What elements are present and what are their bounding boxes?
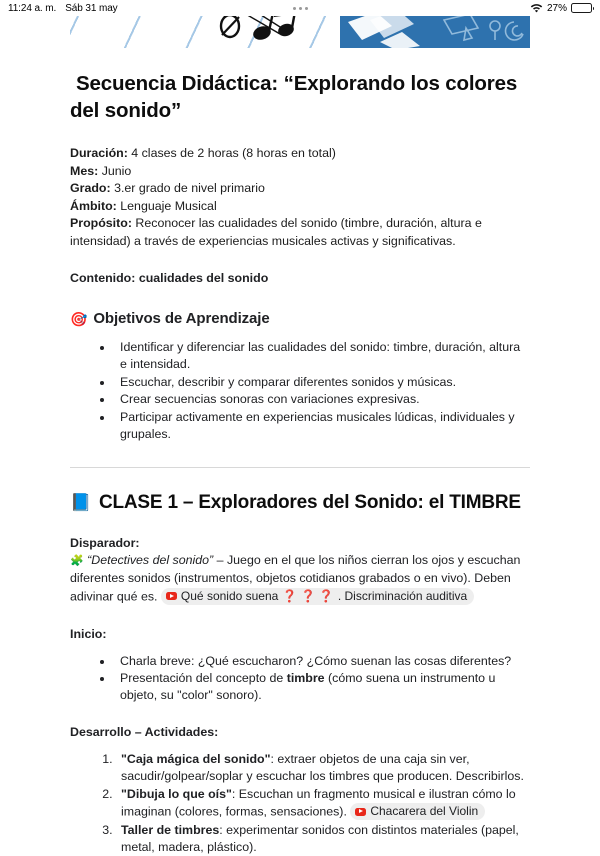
battery-percent: 27% [546, 2, 567, 14]
page-title: Secuencia Didáctica: “Explorando los colores del sonido” [70, 72, 518, 122]
battery-icon [571, 3, 592, 13]
list-item: • Participar activamente en experiencias musicales lúdicas, individuales y grupales. [114, 409, 530, 443]
youtube-icon [166, 592, 177, 600]
desarrollo-list [70, 751, 530, 856]
puzzle-piece-icon: 🧩 [70, 554, 84, 567]
list-item-text: : extraer objetos de una caja sin ver, sacudir/golpear/soplar y escuchar los timbres que producen. Describirlos. [121, 752, 524, 783]
list-item: • Crear secuencias sonoras con variaciones expresivas. [114, 391, 530, 408]
list-item-bold: "Dibuja lo que oís" [121, 787, 232, 801]
banner-image [70, 16, 530, 48]
meta-label: Grado: [70, 181, 111, 195]
meta-row [70, 145, 530, 163]
list-item-suffix: (cómo suena un instrumento u objeto, su "color" sonoro). [120, 671, 496, 702]
list-item [116, 786, 530, 821]
youtube-link-text: Chacarera del Violin [370, 804, 479, 818]
youtube-icon [355, 808, 366, 816]
list-item [114, 670, 530, 704]
meta-label: Duración: [70, 146, 128, 160]
wifi-icon [530, 3, 543, 13]
clase1-heading-label: CLASE 1 – Exploradores del Sonido: el TIMBRE [98, 491, 521, 513]
list-item-bold: "Caja mágica del sonido" [121, 752, 271, 766]
list-item-prefix: Presentación del concepto de [120, 671, 287, 685]
disparador-label: Disparador: [70, 535, 140, 550]
meta-value: 3.er grado de nivel primario [114, 181, 265, 195]
disparador-quote: “Detectives del sonido” [87, 552, 214, 567]
disparador-text: – Juego en el que los niños cierran los ojos y escuchan diferentes sonidos (instrumentos, objetos cotidianos grabados o en vivo). Deben adivinar qué es. [70, 552, 521, 603]
clase1-heading [70, 490, 530, 515]
list-item [116, 751, 530, 785]
banner-blue-panel [340, 16, 530, 48]
desarrollo-label: Desarrollo – Actividades: [70, 725, 219, 739]
meta-row [70, 198, 530, 216]
section-divider [70, 467, 530, 468]
status-time: 11:24 a. m. [8, 2, 57, 14]
inicio-label: Inicio: [70, 626, 107, 641]
objetivos-heading [70, 309, 530, 329]
meta-value: Lenguaje Musical [120, 198, 217, 213]
youtube-link-chip-2[interactable] [350, 803, 485, 820]
status-bar [0, 0, 600, 16]
document-body [0, 70, 600, 856]
inicio-list [70, 653, 530, 705]
meta-label: Ámbito: [70, 198, 117, 213]
meta-label: Mes: [70, 163, 99, 178]
youtube-link-chip-1[interactable] [161, 588, 474, 605]
meta-value: 4 clases de 2 horas (8 horas en total) [131, 146, 336, 160]
status-bar-right [530, 3, 592, 14]
list-item-text: : Escuchan un fragmento musical e ilustran cómo lo imaginan (colores, formas, sensaciones). [121, 787, 516, 819]
objetivos-heading-label: Objetivos de Aprendizaje [93, 310, 270, 327]
contenido-line: Contenido: cualidades del sonido [70, 271, 269, 285]
target-icon: 🎯 [70, 311, 88, 327]
status-bar-left [8, 3, 118, 14]
list-item-bold: Taller de timbres [121, 822, 220, 837]
meta-value: Junio [101, 163, 132, 178]
youtube-link-text: Qué sonido suena [180, 588, 279, 603]
meta-value: Reconocer las cualidades del sonido (timbre, duración, altura e intensidad) a través de experiencias musicales activas y significativas. [70, 216, 482, 248]
list-item [116, 822, 530, 856]
meta-label: Propósito: [70, 216, 132, 230]
list-item-bold: timbre [286, 671, 325, 685]
meta-row [70, 163, 530, 181]
list-item: • Identificar y diferenciar las cualidades del sonido: timbre, duración, altura e intensidad. [114, 339, 530, 373]
status-date: Sáb 31 may [65, 2, 118, 14]
blue-book-icon: 📘 [70, 492, 91, 512]
list-item: • Charla breve: ¿Qué escucharon? ¿Cómo suenan las cosas diferentes? [114, 653, 530, 670]
meta-row [70, 215, 530, 250]
meta-row [70, 180, 530, 198]
youtube-link-suffix: . Discriminación auditiva [337, 588, 468, 603]
musical-notes-icon [210, 16, 320, 48]
metadata-block [70, 145, 530, 250]
list-item: • Escuchar, describir y comparar diferentes sonidos y músicas. [114, 374, 530, 391]
disparador-paragraph [70, 552, 530, 606]
list-item-text: : experimentar sonidos con distintos materiales (papel, metal, madera, plástico). [121, 822, 519, 854]
question-marks-icon: ❓ ❓ ❓ [282, 588, 334, 603]
objetivos-list [70, 339, 530, 443]
document-banner [0, 16, 600, 48]
